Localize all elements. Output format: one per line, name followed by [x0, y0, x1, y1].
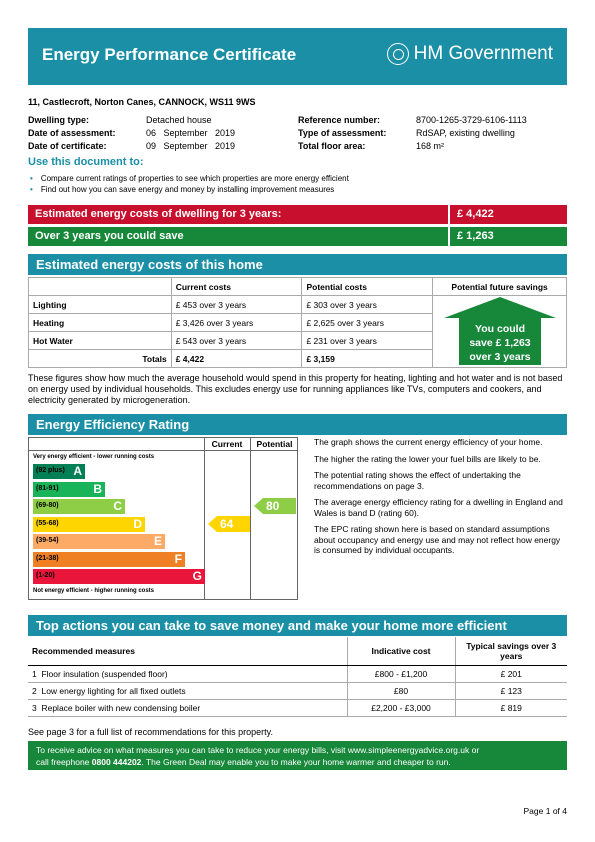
rating-band-d [33, 517, 145, 532]
hm-government-logo [387, 43, 553, 65]
bottom-note: Not energy efficient - higher running costs [33, 588, 155, 594]
estimated-cost-value: £ 4,422 [448, 205, 567, 224]
list-item: • Find out how you can save energy and money by installing improvement measures [30, 185, 335, 194]
band-letter: B [93, 481, 102, 496]
band-range: (55-68) [36, 519, 59, 527]
band-letter: G [192, 569, 202, 583]
rating-band-g [33, 569, 205, 584]
band-range: (1-20) [36, 572, 55, 579]
table-row: Heating £ 3,426 over 3 years £ 2,625 over 3 years [29, 314, 567, 332]
band-range: (81-91) [36, 484, 59, 492]
list-item: • Compare current ratings of properties to see which properties are more energy efficient [30, 174, 349, 183]
savings-value: £ 1,263 [448, 227, 567, 246]
floor-area-label: Total floor area: [298, 141, 366, 151]
table-row: 2 Low energy lighting for all fixed outlets £80 £ 123 [28, 682, 567, 699]
costs-section-title: Estimated energy costs of this home [28, 254, 567, 275]
floor-area-value: 168 m² [416, 141, 445, 151]
assessment-type-label: Type of assessment: [298, 128, 387, 138]
document-title: Energy Performance Certificate [42, 45, 297, 64]
actions-section-title: Top actions you can take to save money and make your home more efficient [28, 615, 567, 636]
certificate-date-value: 09 September 2019 [146, 141, 236, 151]
band-letter: F [174, 551, 182, 566]
savings-label: Over 3 years you could save [35, 230, 184, 242]
reference-value: 8700-1265-3729-6106-1113 [416, 115, 527, 125]
current-rating-value: 64 [220, 516, 234, 531]
potential-rating-marker [254, 498, 296, 514]
band-letter: D [133, 516, 142, 531]
assessment-date-label: Date of assessment: [28, 128, 116, 138]
advice-banner: To receive advice on what measures you can take to reduce your energy bills, visit www.simpleenergyadvice.org.uk or call freephone 0800 444202. The Green Deal may enable you to make your home warmer and cheaper to run. [28, 741, 567, 770]
estimated-cost-label: Estimated energy costs of dwelling for 3 years: [35, 208, 282, 220]
savings-arrow: You could save £ 1,263 over 3 years [443, 296, 557, 366]
property-details [28, 115, 567, 154]
rating-band-a [33, 464, 85, 479]
dwelling-type-value: Detached house [146, 115, 212, 125]
potential-costs-header: Potential costs [302, 278, 433, 296]
use-bullets [30, 174, 349, 196]
band-letter: C [113, 499, 122, 513]
band-range: (69-80) [36, 502, 59, 509]
totals-row: Totals £ 4,422 £ 3,159 [29, 350, 567, 368]
bullet-icon: • [30, 174, 33, 183]
certificate-date-label: Date of certificate: [28, 141, 107, 151]
table-header-row: Recommended measures Indicative cost Typical savings over 3 years [28, 637, 567, 665]
table-row: Lighting £ 453 over 3 years £ 303 over 3 years [29, 296, 567, 314]
band-range: (21-38) [36, 554, 59, 562]
header-banner [28, 28, 567, 85]
rating-explanation: The graph shows the current energy efficiency of your home. The higher the rating the lower your fuel bills are likely to be. The potential rating shows the effect of undertaking the recommendations on page 3. The average energy efficiency rating for a dwelling in England and Wales is band D (rating 60). The EPC rating shown here is based on standard assumptions about occupancy and energy use and may not reflect how energy is consumed by individual occupants. [314, 437, 563, 555]
rating-band-e [33, 534, 165, 549]
savings-bar [28, 227, 567, 246]
future-savings-header: Potential future savings [433, 278, 567, 296]
current-rating-marker [208, 516, 250, 532]
table-row: 1 Floor insulation (suspended floor) £800 - £1,200 £ 201 [28, 665, 567, 682]
bullet-icon: • [30, 185, 33, 194]
efficiency-rating-chart [28, 437, 298, 600]
rating-band-f [33, 552, 185, 567]
brand-name: HM Government [413, 43, 553, 64]
dwelling-type-label: Dwelling type: [28, 115, 90, 125]
band-range: (92 plus) [36, 467, 65, 474]
table-row: 3 Replace boiler with new condensing boiler £2,200 - £3,000 £ 819 [28, 699, 567, 716]
property-address: 11, Castlecroft, Norton Canes, CANNOCK, WS11 9WS [28, 97, 256, 107]
table-row: Hot Water £ 543 over 3 years £ 231 over 3 years [29, 332, 567, 350]
crown-crest-icon [387, 43, 409, 65]
costs-explanation: These figures show how much the average household would spend in this property for heating, lighting and hot water and is not based on energy used by individual households. This excludes energy use for running appliances like TVs, computers and cookers, and electricity generated by microgeneration. [28, 373, 563, 405]
assessment-date-value: 06 September 2019 [146, 128, 236, 138]
rating-band-c [33, 499, 125, 514]
actions-table [28, 637, 567, 717]
top-note: Very energy efficient - lower running costs [33, 454, 155, 460]
estimated-cost-bar [28, 205, 567, 224]
table-header-row [29, 278, 567, 296]
assessment-type-value: RdSAP, existing dwelling [416, 128, 515, 138]
rating-section-title: Energy Efficiency Rating [28, 414, 567, 435]
current-column-header: Current [211, 439, 243, 449]
reference-label: Reference number: [298, 115, 381, 125]
band-letter: A [73, 464, 82, 478]
use-document-heading: Use this document to: [28, 156, 144, 168]
band-range: (39-54) [36, 537, 59, 544]
potential-rating-value: 80 [266, 499, 280, 513]
freephone-number[interactable]: 0800 444202 [91, 757, 142, 767]
page-number: Page 1 of 4 [523, 806, 567, 816]
current-costs-header: Current costs [171, 278, 302, 296]
rating-band-b [33, 482, 105, 497]
band-letter: E [153, 534, 162, 548]
potential-column-header: Potential [256, 439, 293, 449]
see-page-note: See page 3 for a full list of recommendations for this property. [28, 727, 273, 737]
